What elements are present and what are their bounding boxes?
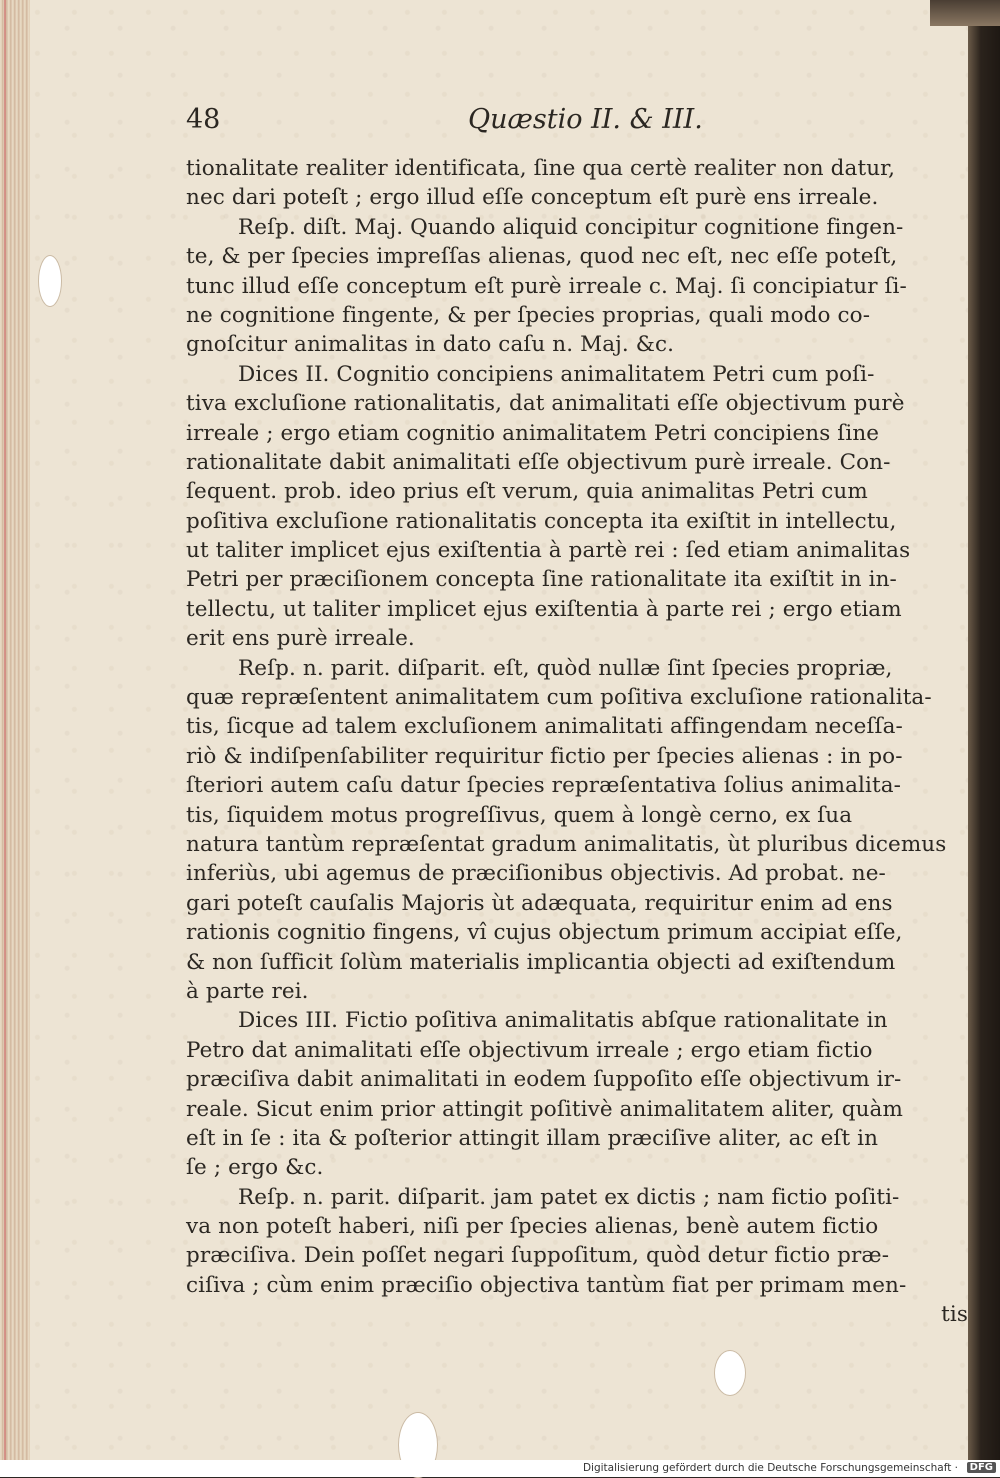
text-line: ſteriori autem caſu datur ſpecies repræſentativa ſolius animalita- [186, 773, 902, 799]
text-line: reale. Sicut enim prior attingit poſitivè animalitatem aliter, quàm [186, 1096, 903, 1122]
binding-strip [930, 0, 1000, 26]
text-line: irreale ; ergo etiam cognitio animalitatem Petri concipiens ſine [186, 420, 880, 446]
text-line: ut taliter implicet ejus exiſtentia à partè rei : ſed etiam animalitas [186, 538, 911, 564]
text-line: præciſiva dabit animalitati in eodem ſuppoſito eſſe objectivum ir- [186, 1067, 902, 1093]
book-gutter-shadow [968, 0, 1000, 1460]
text-line: riò & indiſpenſabiliter requiritur fictio per ſpecies alienas : in po- [186, 743, 903, 769]
paper-hole [38, 255, 62, 307]
text-line: tunc illud eſſe conceptum eſt purè irreale c. Maj. ſi concipiatur ſi- [186, 273, 907, 299]
text-line: Reſp. n. parit. diſparit. eſt, quòd nullæ ſint ſpecies propriæ, [238, 655, 893, 681]
text-line: va non poteſt haberi, niſi per ſpecies alienas, benè autem fictio [186, 1214, 879, 1240]
text-line: ſe ; ergo &c. [186, 1155, 324, 1181]
running-title: Quæstio II. & III. [468, 104, 703, 135]
text-line: tionalitate realiter identificata, ſine qua certè realiter non datur, [186, 156, 896, 181]
text-line: gari poteſt cauſalis Majoris ùt adæquata, requiritur enim ad ens [186, 890, 893, 916]
page-number: 48 [186, 104, 221, 135]
text-block [186, 100, 968, 1330]
text-line: Dices II. Cognitio concipiens animalitatem Petri cum poſi- [238, 361, 875, 387]
text-line: natura tantùm repræſentat gradum animalitatis, ùt pluribus dicemus [186, 831, 947, 857]
paper-hole [714, 1350, 746, 1396]
text-line: tellectu, ut taliter implicet ejus exiſtentia à parte rei ; ergo etiam [186, 596, 902, 622]
text-line: Petri per præciſionem concepta ſine rationalitate ita exiſtit in in- [186, 567, 897, 593]
page-edge [0, 0, 32, 1460]
text-line: rationis cognitio fingens, vî cujus objectum primum accipiat eſſe, [186, 920, 903, 946]
text-line: quæ repræſentent animalitatem cum poſitiva excluſione rationalita- [186, 685, 932, 711]
catchword: tis [941, 1302, 968, 1328]
page-header [186, 100, 968, 146]
body-text [186, 154, 968, 1330]
text-line: erit ens purè irreale. [186, 626, 415, 652]
text-line: præciſiva. Dein poſſet negari ſuppoſitum, quòd detur fictio præ- [186, 1243, 890, 1269]
text-line: tiva excluſione rationalitatis, dat animalitati eſſe objectivum purè [186, 391, 905, 417]
text-line: Reſp. n. parit. diſparit. jam patet ex dictis ; nam fictio poſiti- [238, 1184, 900, 1210]
text-line: tis, ſicque ad talem excluſionem animalitati affingendam neceſſa- [186, 714, 903, 740]
text-line: ne cognitione fingente, & per ſpecies proprias, quali modo co- [186, 302, 871, 328]
text-line: ſequent. prob. ideo prius eſt verum, quia animalitas Petri cum [186, 479, 868, 505]
text-line: Reſp. diſt. Maj. Quando aliquid concipitur cognitione fingen- [238, 214, 904, 240]
text-line: ciſiva ; cùm enim præciſio objectiva tantùm fiat per primam men- [186, 1272, 907, 1298]
text-line: Dices III. Fictio poſitiva animalitatis abſque rationalitate in [238, 1008, 888, 1034]
text-line: eſt in ſe : ita & poſterior attingit illam præciſive aliter, ac eſt in [186, 1125, 879, 1151]
text-line: à parte rei. [186, 978, 309, 1004]
text-line: inferiùs, ubi agemus de præciſionibus objectivis. Ad probat. ne- [186, 861, 886, 887]
text-line: Petro dat animalitati eſſe objectivum irreale ; ergo etiam fictio [186, 1037, 873, 1063]
text-line: rationalitate dabit animalitati eſſe objectivum purè irreale. Con- [186, 449, 891, 475]
digitization-footer [0, 1460, 1000, 1477]
text-line: nec dari poteſt ; ergo illud eſſe conceptum eſt purè ens irreale. [186, 185, 879, 211]
text-line: poſitiva excluſione rationalitatis concepta ita exiſtit in intellectu, [186, 508, 897, 534]
text-line: te, & per ſpecies impreſſas alienas, quod nec eſt, nec eſſe poteſt, [186, 244, 898, 270]
text-line: tis, ſiquidem motus progreſſivus, quem à longè cerno, ex ſua [186, 802, 853, 828]
dfg-logo: DFG [967, 1462, 996, 1473]
text-line: & non ſufficit ſolùm materialis implicantia objecti ad exiſtendum [186, 949, 896, 975]
funding-credit: Digitalisierung gefördert durch die Deutsche Forschungsgemeinschaft · [582, 1462, 958, 1474]
text-line: gnoſcitur animalitas in dato caſu n. Maj. &c. [186, 332, 675, 358]
